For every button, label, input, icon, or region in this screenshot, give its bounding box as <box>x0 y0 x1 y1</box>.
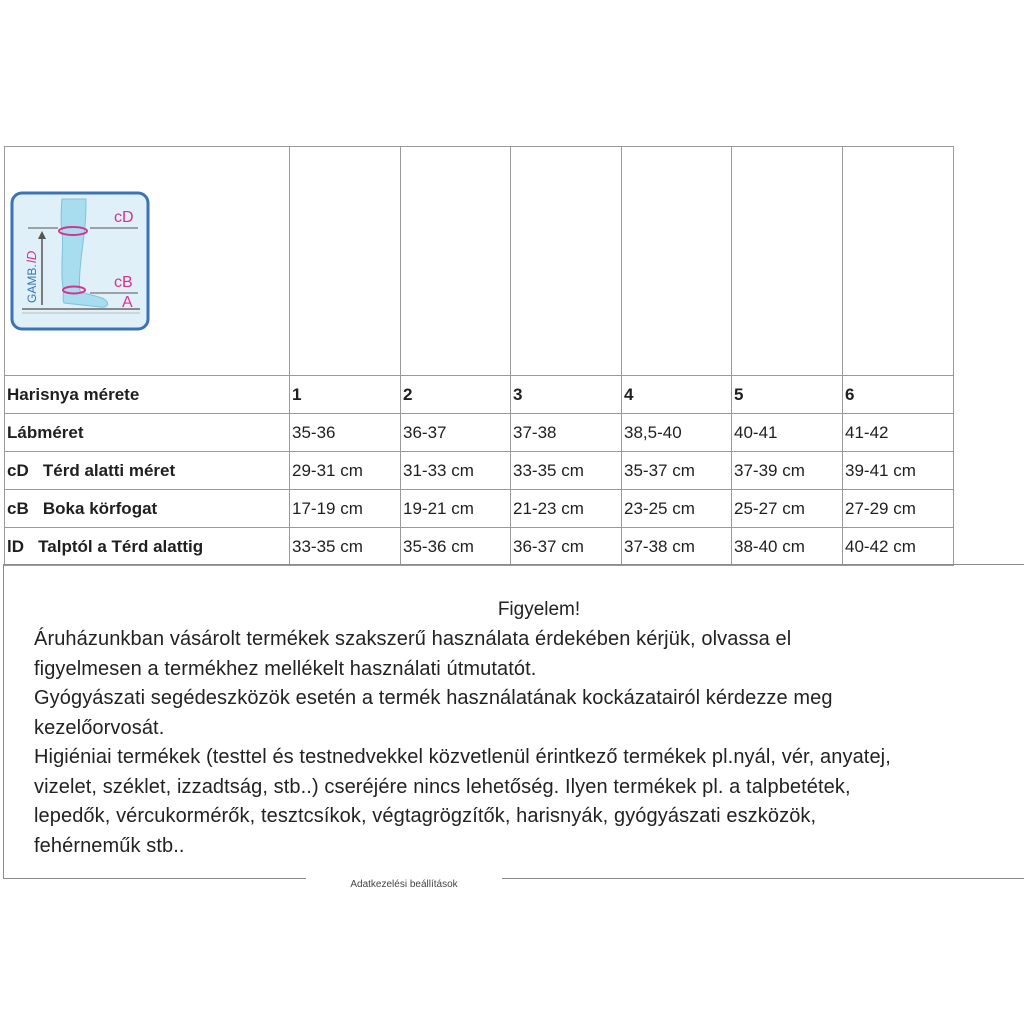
diagram-label-a: A <box>122 294 133 311</box>
row-label: cB Boka körfogat <box>5 490 290 528</box>
table-cell: 5 <box>732 376 843 414</box>
table-row-size <box>5 376 954 414</box>
notice-line: figyelmesen a termékhez mellékelt használati útmutatót. <box>34 657 537 680</box>
row-label: cD Térd alatti méret <box>5 452 290 490</box>
row-label: lD Talptól a Térd alattig <box>5 528 290 566</box>
table-cell: 36-37 <box>401 414 511 452</box>
table-cell: 37-38 cm <box>622 528 732 566</box>
table-cell: 40-42 cm <box>843 528 954 566</box>
table-cell: 36-37 cm <box>511 528 622 566</box>
size-table <box>4 146 954 566</box>
diagram-label-ld: lD <box>24 250 39 263</box>
diagram-empty-cell <box>511 147 622 376</box>
diagram-label-cb: cB <box>114 274 133 291</box>
notice-line: vizelet, széklet, izzadtság, stb..) cseréjére nincs lehetőség. Ilyen termékek pl. a talpbetétek, <box>34 775 851 798</box>
table-cell: 33-35 cm <box>290 528 401 566</box>
notice-body <box>34 625 1024 861</box>
notice-line: fehérneműk stb.. <box>34 834 185 857</box>
table-cell: 39-41 cm <box>843 452 954 490</box>
diagram-empty-cell <box>843 147 954 376</box>
notice-line: lepedők, vércukormérők, tesztcsíkok, végtagrögzítők, harisnyák, gyógyászati eszközök, <box>34 805 817 827</box>
table-cell: 41-42 <box>843 414 954 452</box>
table-cell: 6 <box>843 376 954 414</box>
table-cell: 33-35 cm <box>511 452 622 490</box>
table-cell: 37-38 <box>511 414 622 452</box>
table-cell: 19-21 cm <box>401 490 511 528</box>
row-label: Lábméret <box>5 414 290 452</box>
table-row-ankle <box>5 490 954 528</box>
diagram-empty-cell <box>622 147 732 376</box>
diagram-empty-cell <box>401 147 511 376</box>
table-cell: 29-31 cm <box>290 452 401 490</box>
table-cell: 27-29 cm <box>843 490 954 528</box>
table-cell: 1 <box>290 376 401 414</box>
row-label: Harisnya mérete <box>5 376 290 414</box>
notice-line: Áruházunkban vásárolt termékek szakszerű használata érdekében kérjük, olvassa el <box>34 628 792 650</box>
table-cell: 38-40 cm <box>732 528 843 566</box>
table-cell: 35-36 cm <box>401 528 511 566</box>
privacy-settings-link[interactable]: Adatkezelési beállítások <box>306 876 502 890</box>
table-cell: 25-27 cm <box>732 490 843 528</box>
diagram-row <box>5 147 954 376</box>
table-cell: 35-36 <box>290 414 401 452</box>
diagram-empty-cell <box>290 147 401 376</box>
table-cell: 21-23 cm <box>511 490 622 528</box>
notice-line: kezelőorvosát. <box>34 716 165 739</box>
diagram-empty-cell <box>732 147 843 376</box>
table-cell: 17-19 cm <box>290 490 401 528</box>
table-cell: 31-33 cm <box>401 452 511 490</box>
table-row-length <box>5 528 954 566</box>
table-cell: 2 <box>401 376 511 414</box>
leg-measurement-diagram <box>10 191 150 331</box>
table-cell: 23-25 cm <box>622 490 732 528</box>
table-cell: 4 <box>622 376 732 414</box>
table-cell: 35-37 cm <box>622 452 732 490</box>
diagram-label-cd: cD <box>114 209 134 226</box>
table-cell: 38,5-40 <box>622 414 732 452</box>
notice-box <box>3 564 1024 879</box>
diagram-cell <box>5 147 290 376</box>
diagram-label-gamb: GAMB. <box>25 264 39 303</box>
table-cell: 3 <box>511 376 622 414</box>
notice-line: Gyógyászati segédeszközök esetén a termék használatának kockázatairól kérdezze meg <box>34 687 833 709</box>
table-row-foot-size <box>5 414 954 452</box>
notice-line: Higiéniai termékek (testtel és testnedvekkel közvetlenül érintkező termékek pl.nyál, vér, anyatej, <box>34 746 891 768</box>
table-cell: 40-41 <box>732 414 843 452</box>
table-cell: 37-39 cm <box>732 452 843 490</box>
table-row-knee <box>5 452 954 490</box>
notice-title: Figyelem! <box>497 599 581 620</box>
